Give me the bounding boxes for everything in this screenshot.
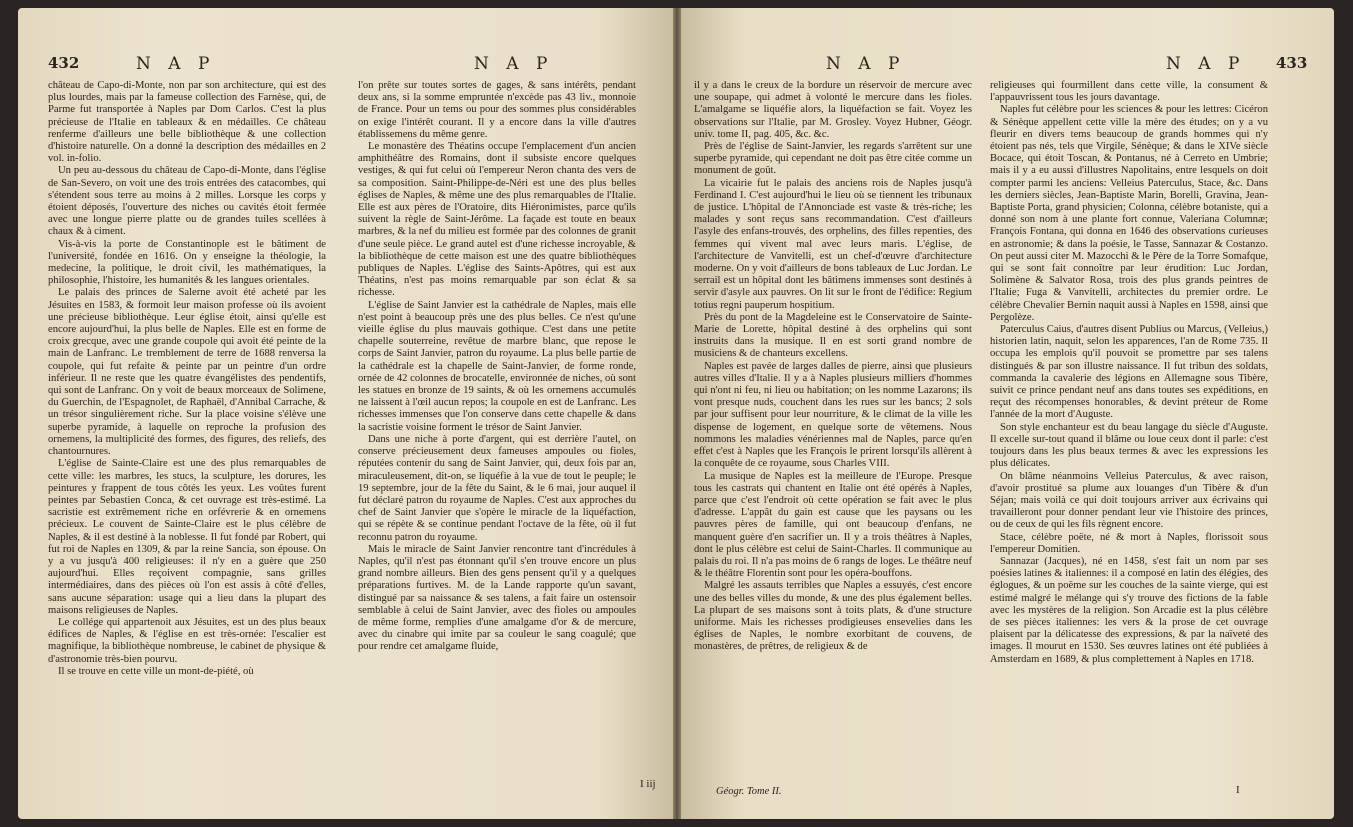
left-column-1 [48, 80, 326, 678]
paragraph: château de Capo-di-Monte, non par son architecture, qui est des plus lourdes, mais par la fameuse collection des Farnèse, qui, de Parme fut transportée à Naples par Dom Carlos. C'est la plus précieuse de l'Italie en tableaux & en médailles. Ce château renferme d'ailleurs une belle bibliothèque & une collection d'histoire naturelle. On a donné la description des médailles en 2 vol. in-folio. [48, 80, 326, 165]
right-column-1 [694, 80, 972, 654]
signature-mark: I iij [640, 778, 656, 790]
paragraph: Vis-à-vis la porte de Constantinople est le bâtiment de l'université, fondée en 1616. On y enseigne la théologie, la medecine, la politique, le droit civil, les mathématiques, la philosophie, l'histoire, les humanités & les langues orientales. [48, 238, 326, 287]
paragraph: il y a dans le creux de la bordure un réservoir de mercure avec une soupape, qui admet à volonté le mercure dans les fioles. L'amalgame se liquéfie alors, la liquéfaction se fait. Voyez les observations sur l'Italie, par M. Grosley. Voyez Hubner, Géogr. univ. tome II, pag. 405, &c. &c. [694, 80, 972, 140]
paragraph: On blâme néanmoins Velleius Paterculus, & avec raison, d'avoir prostitué sa plume aux louanges d'un Tibère & d'un Séjan; mais voilà ce qui doit toujours arriver aux écrivains qui travailleront pour donner pendant leur vie l'histoire des princes, ou de ceux de qui les fils règnent encore. [990, 470, 1268, 531]
paragraph: Le collége qui appartenoit aux Jésuites, est un des plus beaux édifices de Naples, & l'église en est très-ornée: l'escalier est magnifique, la bibliothèque nombreuse, le cabinet de physique & d'astronomie très-bien pourvu. [48, 616, 326, 665]
paragraph: Sannazar (Jacques), né en 1458, s'est fait un nom par ses poésies latines & italiennes: il a composé en latin des élégies, des églogues, & un poëme sur les couches de la sainte vierge, qui est estimé malgré le mélange qui s'y trouve des fictions de la fable avec les mystères de la religion. Son Arcadie est la plus célèbre de ses pièces italiennes: les vers & la prose de cet ouvrage plaisent par la délicatesse des expressions, & par la naïveté des images. Il mourut en 1530. Ses œuvres latines ont été publiées à Amsterdam en 1689, & plus complettement à Naples en 1718. [990, 555, 1268, 665]
running-head: N A P [1166, 54, 1246, 74]
left-page [18, 8, 676, 819]
paragraph: L'église de Sainte-Claire est une des plus remarquables de cette ville: les marbres, les stucs, la sculpture, les dorures, les peintures y frappent de tous côtés les yeux. Les voûtes furent peintes par Sebastien Conca, & cet ouvrage est très-estimé. La sacristie est extrêmement riche en orfévrerie & en ornemens précieux. Le couvent de Sainte-Claire est le plus célèbre de Naples, & il est destiné à la noblesse. Il fut fondé par Robert, qui fut roi de Naples en 1309, & par la reine Sancia, son épouse. On y a vu jusqu'à 400 religieuses: il n'y en a guère que 250 aujourd'hui. Elles reçoivent compagnie, sans grilles intermédiaires, dans des pièces où l'on est assis à côté d'elles, sans aucune séparation: usage qui a lieu dans la plupart des maisons religieuses de Naples. [48, 458, 326, 616]
paragraph: Le monastère des Théatins occupe l'emplacement d'un ancien amphithéâtre des Romains, dont il subsiste encore quelques vestiges, & qui fut celui où l'empereur Neron chanta des vers de sa composition. Saint-Philippe-de-Néri est une des plus belles églises de Naples, & même une des plus remarquables de l'Italie. Elle est aux pères de l'Oratoire, dits Hiéronimistes, parce qu'ils suivent la règle de Saint-Jérôme. La façade est toute en beaux marbres, & la nef du milieu est formée par des colonnes de granit d'une seule pièce. Le grand autel est d'une richesse incroyable, & la bibliothèque de cette maison est une des quatre bibliothèques publiques de Naples. L'église des Saints-Apôtres, qui est aux Théatins, n'est pas moins remarquable par son éclat & sa richesse. [358, 141, 636, 299]
page-number: 432 [48, 54, 80, 72]
right-header [676, 54, 1334, 76]
paragraph: Près de l'église de Saint-Janvier, les regards s'arrêtent sur une superbe pyramide, qui cependant ne doit pas être citée comme un monument de goût. [694, 141, 972, 177]
paragraph: Le palais des princes de Salerne avoit été acheté par les Jésuites en 1583, & formoit leur maison professe où ils avoient une précieuse bibliothèque. Leur église étoit, ainsi qu'elle est encore aujourd'hui, la plus belle de Naples. Elle est en forme de croix grecque, avec une grande coupole qui avoit été peinte de la main de Lanfranc. Le tremblement de terre de 1688 renversa la coupole, qui fut refaite & peinte par un peintre d'un ordre inférieur. Il ne reste que les quatre évangélistes des pendentifs, qui sont de Lanfranc. On y voit de beaux morceaux de Solimene, du Guerchin, de l'Espagnolet, de Raphaël, d'Annibal Carrache, & un trésor singulièrement riche. Sur la place voisine s'élève une superbe pyramide, à laquelle on reproche la profusion des ornemens, la multiplicité des formes, des figures, des reliefs, des chantournures. [48, 287, 326, 458]
footer-note: Géogr. Tome II. [716, 786, 782, 797]
left-column-2 [358, 80, 636, 654]
paragraph: Malgré les assauts terribles que Naples a essuyés, c'est encore une des belles villes du monde, & une des plus également belles. La plupart de ses maisons sont à toits plats, & d'une structure uniforme. Mais les richesses prodigieuses ensevelies dans les églises de Naples, le nombre exorbitant de couvens, de monastères, de prêtres, de religieux & de [694, 580, 972, 653]
paragraph: La vicairie fut le palais des anciens rois de Naples jusqu'à Ferdinand I. C'est aujourd'hui le lieu où se tiennent les tribunaux de justice. L'hôpital de l'Annonciade est vaste & très-riche; les malades y sont reçus sans recommandation. C'est d'ailleurs l'asyle des enfans-trouvés, des orphelins, des filles repenties, des femmes qui vivent mal avec leurs maris. L'église, de l'architecture de Vanvitelli, est un chef-d'œuvre d'architecture moderne. On y voit d'ailleurs de bons tableaux de Luc Jordan. Le serrail est un hôpital dont les bâtimens immenses sont destinés à servir d'asyle aux pauvres. On lit sur le front de l'édifice: Regium totius regni pauperum hospitium. [694, 177, 972, 311]
right-page [676, 8, 1334, 819]
paragraph: Naples est pavée de larges dalles de pierre, ainsi que plusieurs autres villes d'Italie. Il y a à Naples plusieurs milliers d'hommes qui n'ont ni feu, ni lieu ou habitation; on les nomme Lazarons; ils vont presque nuds, couchent dans les rues sur les bancs; 2 sols par jour suffisent pour leur nourriture, & le climat de la ville les dispense de logement, en quelque sorte de vêtemens. Nous nommons les maladies vénériennes mal de Naples, parce qu'en effet c'est à Naples que les François le prirent lorsqu'ils allèrent à la conquête de ce royaume, sous Charles VIII. [694, 360, 972, 470]
paragraph: Dans une niche à porte d'argent, qui est derrière l'autel, on conserve précieusement deux fameuses ampoules ou fioles, réputées contenir du sang de Saint Janvier, qui, deux fois par an, miraculeusement, dit-on, se liquéfie à la vue de tout le peuple; le 19 septembre, jour de la fête du Saint, & le 6 mai, jour auquel il fut déclaré patron du royaume de Naples. C'est aux approches du chef de Saint Janvier que s'opère le miracle de la liquéfaction, qui se répète & se continue pendant l'octave de la fête, où il fut reconnu patron du royaume. [358, 433, 636, 543]
running-head: N A P [826, 54, 906, 74]
paragraph: Près du pont de la Magdeleine est le Conservatoire de Sainte-Marie de Lorette, hôpital destiné à des orphelins qui sont instruits dans la musique. Il en est sorti grand nombre de musiciens & de chanteurs excellens. [694, 311, 972, 360]
paragraph: Il se trouve en cette ville un mont-de-piété, où [58, 665, 254, 677]
paragraph: Un peu au-dessous du château de Capo-di-Monte, dans l'église de San-Severo, on voit une des trois entrées des catacombes, qui s'étendent sous terre au moins à 2 milles. Lorsque les corps y étoient déposés, l'ouverture des niches ou cavités étoit fermée avec une longue pierre platte ou de grandes tuiles scellées à chaux & à ciment. [48, 165, 326, 238]
running-head: N A P [136, 54, 216, 74]
left-header [18, 54, 676, 76]
book-gutter [673, 8, 681, 819]
page-number: 433 [1276, 54, 1308, 72]
paragraph: Stace, célèbre poëte, né & mort à Naples, florissoit sous l'empereur Domitien. [990, 531, 1268, 555]
paragraph: l'on prête sur toutes sortes de gages, & sans intérêts, pendant deux ans, si la somme empruntée n'excède pas 43 liv., monnoie de France. Pour un tems ou pour des sommes plus considérables on exige l'intérêt courant. Il y a encore dans la ville d'autres établissemens du même genre. [358, 80, 636, 140]
paragraph: L'église de Saint Janvier est la cathédrale de Naples, mais elle n'est point à beaucoup près une des plus belles. Ce n'est qu'une vieille église du plus mauvais gothique. C'est dans une petite chapelle souterreine, revêtue de marbre blanc, que repose le corps de Saint Janvier, patron du royaume. La plus belle partie de la cathédrale est la chapelle de Saint-Janvier, de forme ronde, ornée de 42 colonnes de brocatelle, environnée de niches, où sont les statues en bronze de 19 saints, & où les ornemens accumulés ne laissent à l'œil aucun repos; la coupole en est de Lanfranc. Les richesses immenses que l'on conserve dans cette chapelle & dans la sacristie voisine forment le trésor de Saint Janvier. [358, 299, 636, 433]
paragraph: Paterculus Caius, d'autres disent Publius ou Marcus, (Velleius,) historien latin, naquit, selon les apparences, l'an de Rome 735. Il occupa les emplois qu'il pouvoit se promettre par ses talens distingués & par son illustre naissance. Il fut tribun des soldats, commanda la cavalerie des légions en Allemagne sous Tibère, suivit ce prince pendant neuf ans dans toutes ses expéditions, en reçut des récompenses honorables, & devint préteur de Rome l'année de la mort d'Auguste. [990, 324, 1268, 421]
right-column-2 [990, 80, 1268, 666]
paragraph: religieuses qui fourmillent dans cette ville, la consument & l'appauvrissent tous les jours davantage. [990, 80, 1268, 104]
signature-mark: I [1236, 784, 1240, 796]
paragraph: La musique de Naples est la meilleure de l'Europe. Presque tous les castrats qui chantent en Italie ont été opérés à Naples, parce que c'est l'endroit où cette opération se fait avec le plus d'adresse. L'appât du gain est cause que les paysans ou les pauvres pères de famille, qui ont beaucoup d'enfans, ne manquent guère d'en sacrifier un. Il y a trois théâtres à Naples, dont le plus célèbre est celui de Saint-Charles. Il communique au palais du roi. Il n'a pas moins de 6 rangs de loges. Le théâtre neuf & le théâtre Florentin sont pour les opéra-bouffons. [694, 470, 972, 580]
paragraph: Son style enchanteur est du beau langage du siècle d'Auguste. Il excelle sur-tout quand il blâme ou loue ceux dont il parle: c'est toujours dans les plus beaux termes & avec les expressions les plus délicates. [990, 421, 1268, 470]
book-spread [18, 8, 1335, 819]
paragraph: Naples fut célèbre pour les sciences & pour les lettres: Cicéron & Sénèque appellent cette ville la mère des études; on y a vu fleurir en divers tems beaucoup de grands hommes qui n'y étoient pas nés, tels que Virgile, Sénèque; & dans le XIVe siècle Bocace, qui étoit Toscan, & Pontanus, né à Cerreto en Umbrie; mais il y a eu aussi d'illustres Napolitains, entre lesquels on doit compter parmi les anciens: Velleius Paterculus, Stace, &c. Dans les derniers siècles, Jean-Baptiste Marin, Borelli, Gravina, Jean-Baptiste Porta, grand physicien; Colonna, célèbre botaniste, qui a donné son nom à une plante fort connue, Valeriana Columnæ; François Fontana, qui donna en 1646 des observations curieuses en astronomie; & dans la poésie, le Tasse, Sannazar & Costanzo. On peut aussi citer M. Mazocchi & le Père de la Torre Somafque, qui se sont fait connoître par leur érudition: Luc Jordan, Solimène & Salvator Rosa, trois des plus grands peintres de l'Italie; Fuga & Vanvitelli, architectes du premier ordre. Le célèbre Chevalier Bernin naquit aussi à Naples en 1598, ainsi que Pergolèze. [990, 104, 1268, 323]
paragraph: Mais le miracle de Saint Janvier rencontre tant d'incrédules à Naples, qu'il n'est pas étonnant qu'il s'en trouve encore un plus grand nombre ailleurs. Bien des gens pensent qu'il y a quelques préparations furtives. M. de la Lande rapporte qu'un savant, distingué par sa naissance & ses talens, a fait faire un ostensoir semblable à celui de Saint Janvier, avec des fioles ou ampoules de même forme, remplies d'une amalgame d'or & de mercure, avec du cinabre qui imite par sa couleur le sang coagulé; que pour rendre cet amalgame fluide, [358, 543, 636, 653]
running-head: N A P [474, 54, 554, 74]
